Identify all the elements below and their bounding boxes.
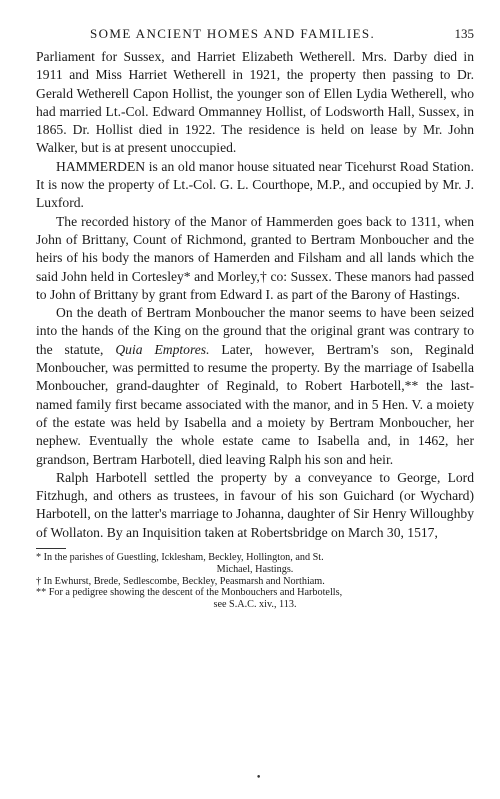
body-text: [36, 48, 474, 542]
footnote-3: [36, 587, 474, 611]
page-header: [36, 26, 474, 48]
footnote-text: † In Ewhurst, Brede, Sedlescombe, Beckley, Peasmarsh and Northiam.: [36, 575, 325, 587]
footnote-text: * In the parishes of Guestling, Icklesham, Beckley, Hollington, and St.: [36, 552, 324, 564]
statute-name: Quia Emptores.: [115, 341, 210, 357]
footnote-continuation: Michael, Hastings.: [216, 563, 294, 575]
paragraph-hammerden-intro: HAMMERDEN is an old manor house situated near Ticehurst Road Station. It is now the property of Lt.-Col. G. L. Courthope, M.P., and occupied by Mr. J. Luxford.: [36, 158, 474, 211]
footnote-text: ** For a pedigree showing the descent of the Monbouchers and Harbotells,: [36, 587, 343, 599]
footnote-divider: [36, 548, 66, 549]
paragraph-manor-history: The recorded history of the Manor of Hammerden goes back to 1311, when John of Brittany, Count of Richmond, granted to Bertram Monboucher and the heirs of his body the manors of Hamerden and Filsham and all lands which the said John held in Cortesley* and Morley,† co: Sussex. These manors had passed to John of Brittany by grant from Edward I. as part of the Barony of Hastings.: [36, 213, 474, 302]
paragraph-monboucher: [36, 304, 474, 469]
footnote-2: [36, 576, 474, 588]
paragraph-text: On the death of Bertram Monboucher the manor seems to have been seized into the hands of the King on the ground that the original grant was contrary to the statute,: [36, 305, 474, 357]
footnote-1: [36, 552, 474, 576]
footnotes: [36, 552, 474, 611]
print-mark: •: [256, 773, 262, 783]
paragraph-wetherell: Parliament for Sussex, and Harriet Elizabeth Wetherell. Mrs. Darby died in 1911 and Miss Harriet Wetherell in 1921, the property then passing to Dr. Gerald Wetherell Capon Hollist, the younger son of Ellen Lydia Wetherell, who had married Lt.-Col. Edward Ommanney Hollist, of Lodsworth Hall, Sussex, in 1865. Dr. Hollist died in 1922. The residence is held on lease by Mr. John Walker, but is at present unoccupied.: [36, 49, 474, 156]
paragraph-text: Later, however, Bertram's son, Reginald Monboucher, was permitted to resume the property. By the marriage of Isabella Monboucher, grand-daughter of Reginald, to Robert Harbotell,** the last-named family first became associated with the manor, and in 5 Hen. V. a moiety of the estate was held by Isabella and a moiety by Bertram Monboucher, her nephew. Eventually the whole estate came to Isabella and, in 1462, her grandson, Bertram Harbotell, died leaving Ralph his son and heir.: [36, 341, 474, 467]
book-page: [36, 26, 474, 611]
paragraph-ralph-harbotell: Ralph Harbotell settled the property by a conveyance to George, Lord Fitzhugh, and others as trustees, in favour of his son Guichard (or Wychard) Harbotell, on the latter's marriage to Johanna, daughter of Sir Henry Willoughby of Wollaton. By an Inquisition taken at Robertsbridge on March 30, 1517,: [36, 469, 474, 540]
running-title: SOME ANCIENT HOMES AND FAMILIES.: [90, 26, 376, 41]
page-number: 135: [454, 26, 474, 41]
footnote-continuation: see S.A.C. xiv., 113.: [213, 599, 297, 611]
